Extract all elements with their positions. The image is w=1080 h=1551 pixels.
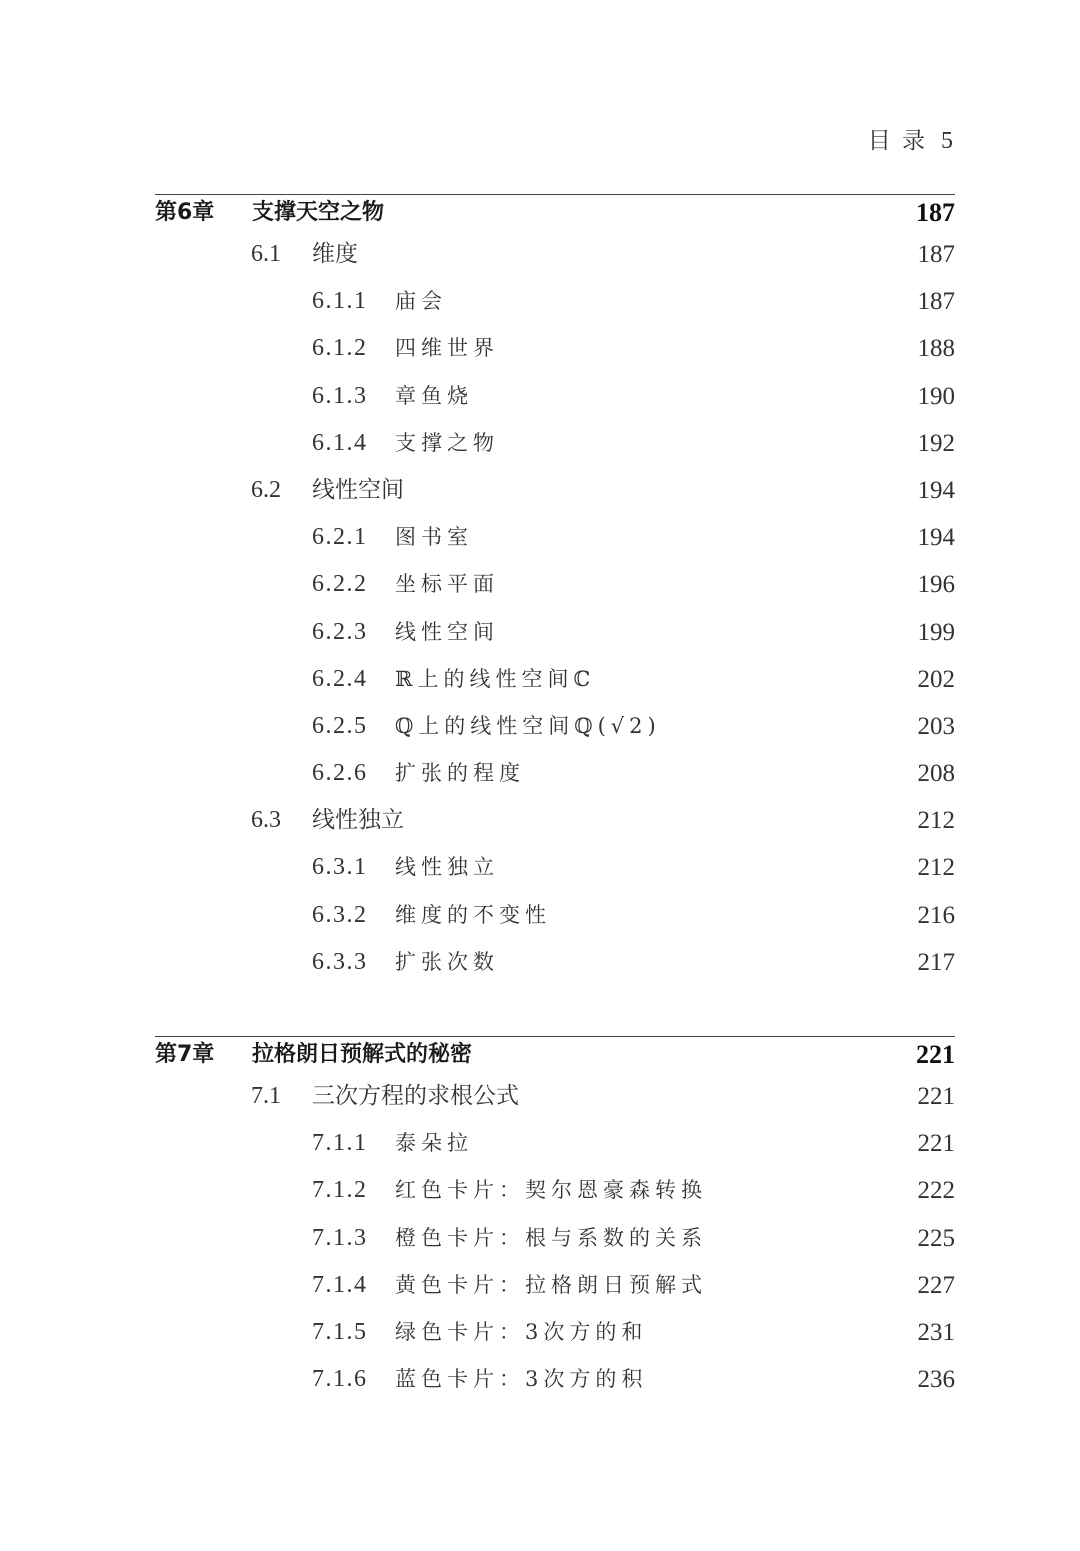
subsection-number: 6.2.4 [312,665,368,692]
subsection-entry[interactable] [155,750,955,797]
subsection-title: 维度的不变性 [395,902,551,927]
section-page: 212 [917,807,955,835]
subsection-number: 7.1.5 [312,1318,368,1345]
subsection-title: 扩张的程度 [395,761,525,786]
chapter-7 [155,1036,955,1403]
subsection-entry[interactable] [155,420,955,467]
subsection-title: ℚ上的线性空间ℚ(√2) [395,713,661,738]
subsection-entry[interactable] [155,1262,955,1309]
section-title: 维度 [312,241,358,267]
subsection-page: 199 [917,618,955,646]
subsection-title: 橙色卡片：根与系数的关系 [395,1225,707,1250]
table-of-contents [155,194,955,1403]
chapter-title: 拉格朗日预解式的秘密 [252,1042,473,1067]
subsection-number: 7.1.2 [312,1177,368,1204]
subsection-page: 227 [917,1271,955,1299]
subsection-entry[interactable] [155,703,955,750]
chapter-number: 第6章 [155,200,215,225]
subsection-number: 6.1.2 [312,335,368,362]
subsection-page: 194 [917,524,955,552]
subsection-number: 7.1.3 [312,1224,368,1251]
subsection-number: 6.2.1 [312,524,368,551]
section-title: 线性独立 [312,807,404,834]
section-entry[interactable] [155,1073,955,1120]
subsection-page: 216 [917,901,955,929]
subsection-entry[interactable] [155,892,955,939]
subsection-entry[interactable] [155,609,955,656]
subsection-page: 217 [917,948,955,976]
subsection-page: 188 [917,335,955,363]
section-number: 6.3 [251,807,281,834]
subsection-title: 四维世界 [395,336,499,361]
subsection-entry[interactable] [155,325,955,372]
subsection-entry[interactable] [155,939,955,986]
subsection-entry[interactable] [155,844,955,891]
section-number: 6.2 [251,476,281,503]
subsection-number: 6.3.2 [312,901,368,928]
subsection-entry[interactable] [155,1120,955,1167]
section-entry[interactable] [155,797,955,844]
chapter-heading[interactable] [155,195,955,231]
subsection-page: 208 [917,760,955,788]
subsection-entry[interactable] [155,514,955,561]
subsection-title: 红色卡片：契尔恩豪森转换 [395,1178,707,1203]
subsection-title: 泰朵拉 [395,1131,473,1156]
section-page: 187 [917,241,955,268]
section-entry[interactable] [155,231,955,278]
chapter-6 [155,194,955,986]
section-page: 221 [917,1083,955,1110]
subsection-page: 212 [917,854,955,882]
chapter-page: 187 [916,198,955,227]
chapter-title: 支撑天空之物 [252,200,385,225]
subsection-title: 支撑之物 [395,430,499,455]
subsection-page: 225 [917,1224,955,1252]
subsection-page: 190 [917,382,955,410]
subsection-page: 196 [917,571,955,599]
subsection-page: 202 [917,665,955,693]
subsection-number: 6.2.2 [312,571,368,598]
subsection-title: ℝ上的线性空间ℂ [395,666,596,691]
subsection-entry[interactable] [155,561,955,608]
subsection-title: 线性独立 [395,855,499,880]
subsection-entry[interactable] [155,373,955,420]
subsection-page: 236 [917,1366,955,1394]
subsection-title: 蓝色卡片：3次方的积 [395,1367,648,1392]
subsection-number: 6.1.3 [312,382,368,409]
subsection-number: 6.2.6 [312,760,368,787]
section-title: 线性空间 [312,476,404,503]
subsection-entry[interactable] [155,656,955,703]
section-number: 7.1 [251,1083,281,1109]
section-number: 6.1 [251,241,281,267]
subsection-title: 线性空间 [395,619,499,644]
subsection-page: 187 [917,288,955,316]
subsection-number: 6.3.1 [312,854,368,881]
subsection-number: 6.2.5 [312,712,368,739]
subsection-page: 231 [917,1318,955,1346]
running-head-label: 目 录 [867,128,927,154]
subsection-title: 坐标平面 [395,572,499,597]
chapter-heading[interactable] [155,1037,955,1073]
subsection-number: 7.1.6 [312,1366,368,1393]
subsection-page: 221 [917,1130,955,1158]
subsection-title: 庙会 [395,289,447,314]
subsection-title: 章鱼烧 [395,383,473,408]
running-head-page-number: 5 [941,128,955,154]
subsection-entry[interactable] [155,278,955,325]
section-title: 三次方程的求根公式 [312,1083,519,1109]
subsection-entry[interactable] [155,1215,955,1262]
subsection-page: 222 [917,1177,955,1205]
subsection-number: 6.1.4 [312,429,368,456]
chapter-number: 第7章 [155,1042,215,1067]
subsection-entry[interactable] [155,1167,955,1214]
subsection-number: 6.1.1 [312,288,368,315]
subsection-number: 7.1.4 [312,1271,368,1298]
subsection-entry[interactable] [155,1356,955,1403]
subsection-title: 扩张次数 [395,949,499,974]
subsection-title: 图书室 [395,525,473,550]
section-entry[interactable] [155,467,955,514]
subsection-entry[interactable] [155,1309,955,1356]
subsection-page: 203 [917,712,955,740]
running-head [868,122,955,155]
subsection-number: 6.2.3 [312,618,368,645]
subsection-title: 黄色卡片：拉格朗日预解式 [395,1272,707,1297]
subsection-number: 6.3.3 [312,948,368,975]
section-page: 194 [917,476,955,504]
chapter-page: 221 [916,1040,955,1069]
subsection-title: 绿色卡片：3次方的和 [395,1319,648,1344]
subsection-page: 192 [917,429,955,457]
subsection-number: 7.1.1 [312,1130,368,1157]
